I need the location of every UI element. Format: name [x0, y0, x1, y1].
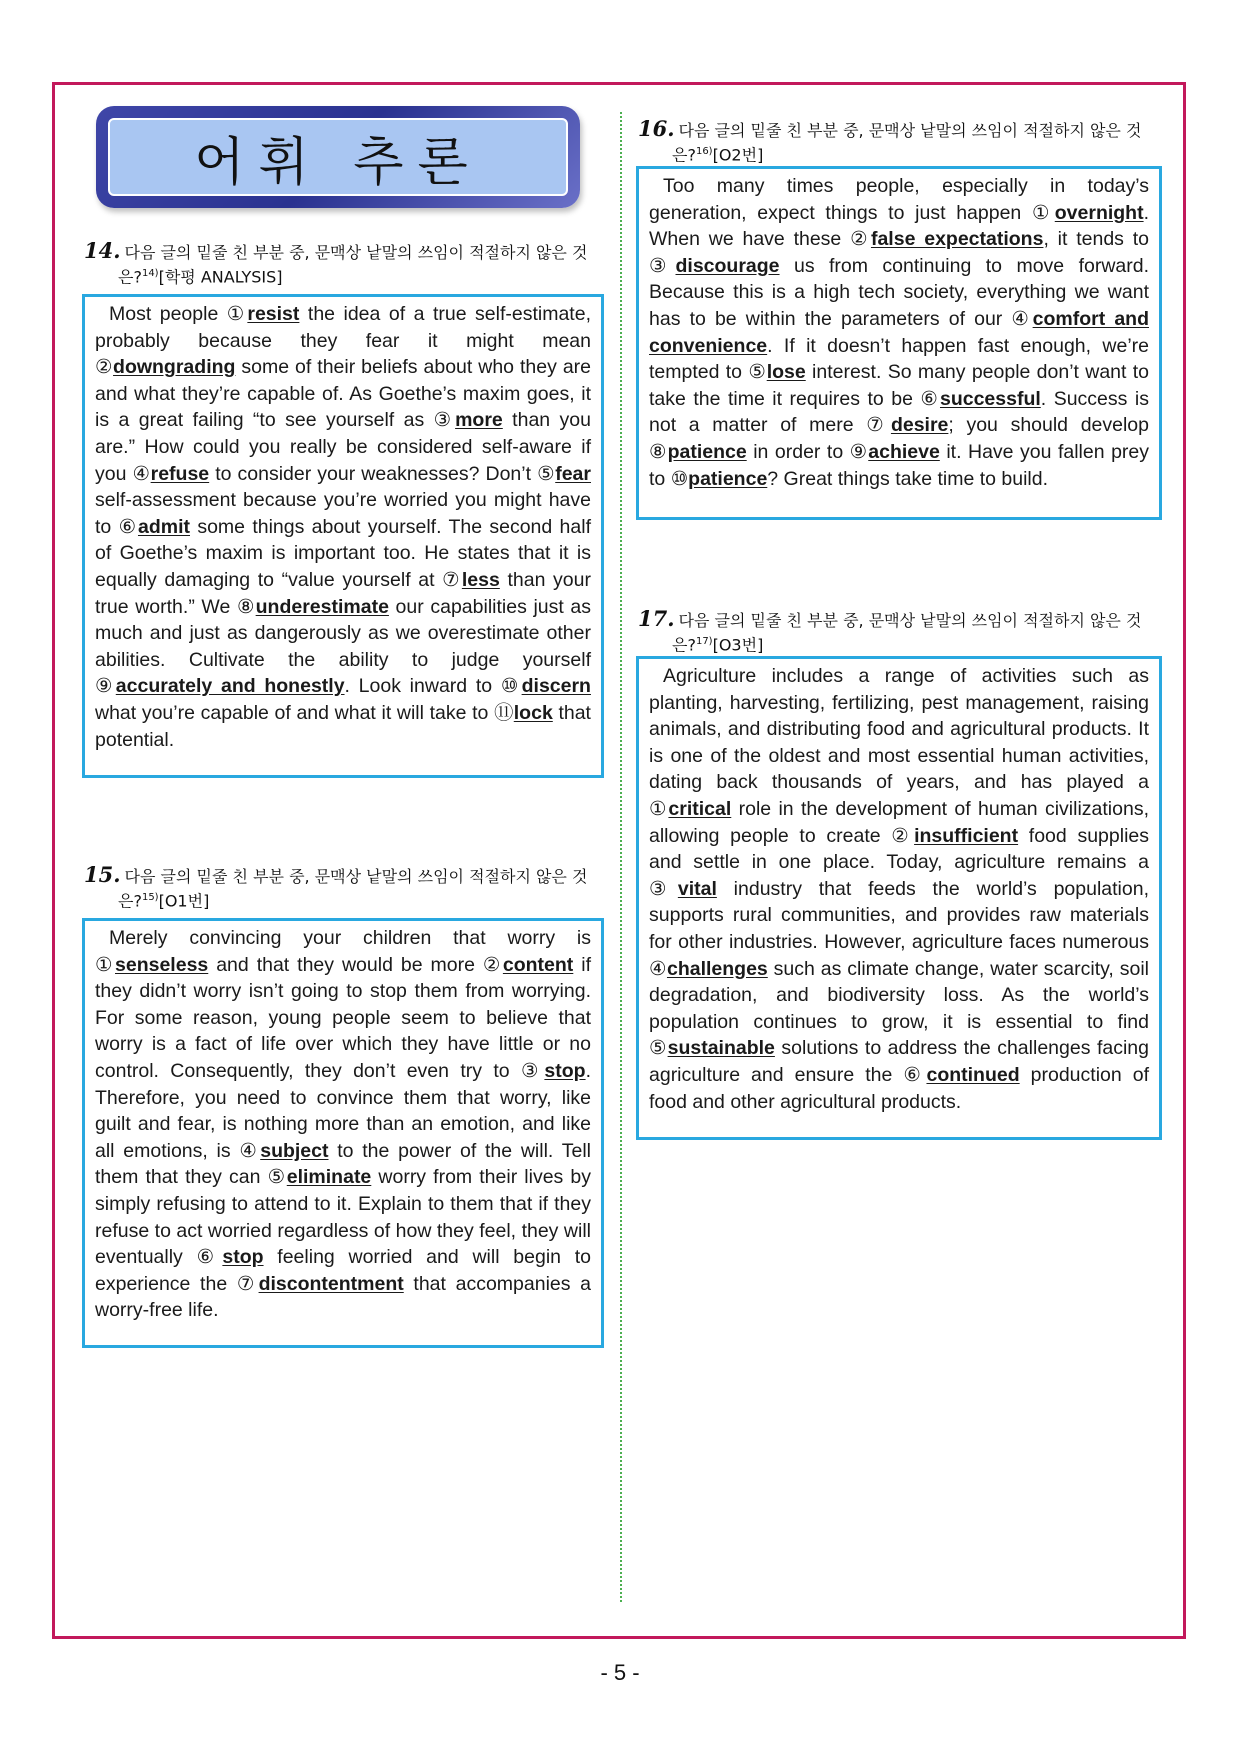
passage-text: [95, 301, 591, 753]
passage-segment: ④: [132, 462, 151, 485]
question-number: 14.: [84, 238, 121, 263]
question-prompt-end: 은?: [118, 267, 142, 287]
passage-segment: our capabilities just as much and just as dangerously as we overestimate other abilities. Cultivate the ability to judge yourself: [95, 595, 591, 671]
underlined-word: vital: [677, 877, 717, 900]
question-header-17: [638, 608, 1162, 655]
passage-segment: ; you should develop: [948, 414, 1149, 437]
footnote-ref: 14): [141, 268, 159, 279]
page-number: - 5 -: [600, 1660, 640, 1685]
column-divider: [620, 112, 622, 1602]
passage-segment: if they didn’t worry isn’t going to stop them from worrying. For some reason, young people seem to believe that worry is a fact of life over which they have little or no control. Consequently, they don’t even try to: [95, 953, 592, 1082]
question-header-16: [638, 118, 1162, 165]
section-title-panel: [108, 118, 568, 196]
question-header-14: [84, 240, 604, 287]
underlined-word: desire: [890, 414, 949, 437]
underlined-word: admit: [137, 515, 190, 538]
underlined-word: false expectations: [870, 228, 1044, 251]
passage-segment: ④: [649, 957, 667, 980]
underlined-word: lock: [513, 701, 553, 724]
passage-segment: , it tends to: [1043, 228, 1149, 251]
underlined-word: stop: [222, 1246, 264, 1269]
passage-segment: . When we have these: [649, 201, 1150, 251]
underlined-word: continued: [926, 1063, 1020, 1086]
passage-segment: ⑨: [849, 440, 869, 463]
passage-segment: that accompanies a worry-free life.: [95, 1272, 591, 1322]
passage-segment: ⑥: [920, 387, 940, 410]
underlined-word: resist: [247, 303, 300, 325]
underlined-word: overnight: [1054, 201, 1144, 224]
underlined-word: patience: [688, 467, 768, 490]
underlined-word: comfort and convenience: [649, 307, 1149, 357]
question-number: 15.: [84, 862, 121, 887]
passage-segment: interest. So many people don’t want to take the time it requires to be: [649, 361, 1150, 410]
underlined-word: stop: [544, 1059, 586, 1082]
underlined-word: lose: [766, 361, 806, 384]
passage-segment: ⑥: [196, 1246, 223, 1269]
passage-segment: industry that feeds the world’s population, supports rural communities, and provides raw materials for other industries. However, agriculture faces numerous: [649, 877, 1149, 953]
question-source: [O3번]: [712, 635, 764, 655]
underlined-word: downgrading: [113, 356, 236, 379]
passage-segment: ①: [95, 953, 116, 976]
passage-segment: ⑥: [118, 515, 138, 538]
passage-segment: ⑩: [500, 675, 522, 698]
question-prompt: 다음 글의 밑줄 친 부분 중, 문맥상 낱말의 쓰임이 적절하지 않은 것: [124, 867, 588, 886]
underlined-word: successful: [939, 387, 1041, 410]
passage-segment: to consider your weaknesses? Don’t: [209, 462, 538, 485]
passage-segment: Too many times people, especially in today’s generation, expect things to just happen: [649, 175, 1149, 224]
passage-segment: Most people: [109, 303, 227, 325]
underlined-word: content: [502, 953, 574, 976]
question-prompt: 다음 글의 밑줄 친 부분 중, 문맥상 낱말의 쓰임이 적절하지 않은 것: [678, 121, 1142, 140]
passage-segment: ⑤: [267, 1166, 287, 1189]
question-header-15: [84, 864, 604, 911]
underlined-word: senseless: [115, 953, 209, 976]
underlined-word: sustainable: [667, 1037, 775, 1060]
passage-segment: ③: [649, 877, 678, 900]
passage-segment: ⑦: [236, 1272, 259, 1295]
passage-segment: in order to: [746, 440, 850, 463]
passage-segment: ⑥: [903, 1063, 927, 1086]
underlined-word: underestimate: [255, 595, 389, 618]
underlined-word: fear: [555, 462, 591, 485]
underlined-word: discern: [521, 675, 591, 698]
passage-segment: us from continuing to move forward. Because this is a high tech society, everything we want has to be within the parameters of our: [649, 254, 1150, 330]
passage-text: [649, 663, 1149, 1115]
passage-box-15: [82, 918, 604, 1348]
passage-segment: ⑤: [748, 361, 767, 384]
passage-segment: ③: [433, 409, 456, 432]
question-number: 16.: [638, 116, 675, 141]
footnote-ref: 15): [141, 892, 159, 903]
passage-segment: ③: [520, 1059, 545, 1082]
underlined-word: more: [455, 409, 503, 432]
passage-segment: . Therefore, you need to convince them that worry, like guilt and fear, is nothing more than an emotion, and like all emotions, is: [95, 1059, 591, 1162]
passage-segment: ①: [649, 797, 669, 820]
underlined-word: eliminate: [286, 1166, 372, 1189]
passage-segment: ⑤: [537, 462, 556, 485]
passage-segment: food supplies and settle in one place. Today, agriculture remains a: [649, 824, 1149, 874]
question-prompt: 다음 글의 밑줄 친 부분 중, 문맥상 낱말의 쓰임이 적절하지 않은 것: [678, 611, 1142, 630]
passage-segment: ⑩: [670, 467, 689, 490]
passage-segment: ⑨: [95, 675, 116, 698]
question-prompt-end: 은?: [118, 891, 142, 911]
passage-box-16: [636, 166, 1162, 520]
question-source: [학평 ANALYSIS]: [158, 267, 283, 287]
question-prompt: 다음 글의 밑줄 친 부분 중, 문맥상 낱말의 쓰임이 적절하지 않은 것: [124, 243, 588, 262]
question-prompt-end: 은?: [672, 635, 696, 655]
passage-segment: what you’re capable of and what it will take to: [95, 701, 495, 724]
passage-segment: ②: [95, 356, 114, 379]
passage-segment: ⑤: [649, 1037, 668, 1060]
footnote-ref: 17): [695, 636, 713, 647]
underlined-word: challenges: [666, 957, 768, 980]
passage-segment: some things about yourself. The second half of Goethe’s maxim is important too. He states that it is equally damaging to “value yourself at: [95, 515, 592, 591]
underlined-word: critical: [668, 797, 732, 820]
passage-segment: such as climate change, water scarcity, soil degradation, and biodiversity loss. As the world’s population continues to grow, it is essential to find: [649, 957, 1149, 1033]
section-title-banner: [96, 106, 580, 208]
underlined-word: insufficient: [914, 824, 1019, 847]
passage-segment: ⑦: [866, 414, 891, 437]
underlined-word: achieve: [868, 440, 940, 463]
underlined-word: discontentment: [258, 1272, 404, 1295]
passage-segment: . Look inward to: [344, 675, 501, 698]
passage-segment: ②: [850, 228, 871, 251]
passage-segment: ③: [649, 254, 676, 277]
underlined-word: subject: [260, 1139, 329, 1162]
passage-segment: self-assessment because you’re worried you might have to: [95, 489, 591, 538]
question-source: [O2번]: [712, 145, 764, 165]
passage-segment: ②: [891, 824, 915, 847]
passage-segment: Agriculture includes a range of activities such as planting, harvesting, fertilizing, pest management, raising animals, and distributing food and agricultural products. It is one of the oldest and most essential human activities, dating back thousands of years, and has played a: [649, 665, 1149, 794]
passage-segment: than your true worth.” We: [95, 568, 591, 618]
passage-segment: ⑪: [494, 701, 514, 724]
passage-segment: the idea of a true self-estimate, probably because they fear it might mean: [95, 303, 591, 352]
passage-segment: and that they would be more: [208, 953, 483, 976]
passage-segment: that potential.: [95, 701, 591, 751]
passage-segment: solutions to address the challenges facing agriculture and ensure the: [649, 1037, 1150, 1086]
passage-box-17: [636, 656, 1162, 1140]
passage-segment: Merely convincing your children that worry is: [109, 927, 591, 949]
passage-segment: ⑧: [649, 440, 668, 463]
passage-segment: it. Have you fallen prey to: [649, 440, 1150, 490]
question-prompt-end: 은?: [672, 145, 696, 165]
passage-segment: ①: [226, 303, 248, 325]
footnote-ref: 16): [695, 146, 713, 157]
passage-text: [649, 173, 1149, 492]
passage-segment: ①: [1031, 201, 1055, 224]
passage-segment: . Success is not a matter of mere: [649, 387, 1149, 437]
passage-segment: to the power of the will. Tell them that they can: [95, 1139, 592, 1189]
passage-text: [95, 925, 591, 1324]
underlined-word: patience: [667, 440, 747, 463]
passage-segment: ②: [482, 953, 503, 976]
passage-segment: role in the development of human civilizations, allowing people to create: [649, 797, 1149, 847]
section-title: 어휘 추론: [194, 132, 482, 193]
passage-segment: ④: [239, 1139, 261, 1162]
underlined-word: accurately and honestly: [115, 675, 345, 698]
question-number: 17.: [638, 606, 675, 631]
question-source: [O1번]: [158, 891, 210, 911]
passage-segment: feeling worried and will begin to experience the: [95, 1246, 591, 1295]
passage-segment: ④: [1011, 307, 1033, 330]
passage-segment: some of their beliefs about who they are and what they’re capable of. As Goethe’s maxim goes, it is a great failing “to see yourself as: [95, 356, 591, 432]
passage-segment: than you are.” How could you really be considered self-aware if you: [95, 409, 591, 485]
underlined-word: less: [461, 568, 500, 591]
passage-box-14: [82, 294, 604, 778]
passage-segment: worry from their lives by simply refusing to attend to it. Explain to them that if they refuse to act worried regardless of how they feel, they will eventually: [95, 1166, 591, 1269]
passage-segment: . If it doesn’t happen fast enough, we’re tempted to: [649, 334, 1149, 384]
underlined-word: discourage: [675, 254, 780, 277]
underlined-word: refuse: [150, 462, 210, 485]
passage-segment: ⑦: [442, 568, 462, 591]
passage-segment: production of food and other agricultural products.: [649, 1063, 1149, 1113]
passage-segment: ⑧: [236, 595, 256, 618]
passage-segment: ? Great things take time to build.: [767, 467, 1049, 490]
